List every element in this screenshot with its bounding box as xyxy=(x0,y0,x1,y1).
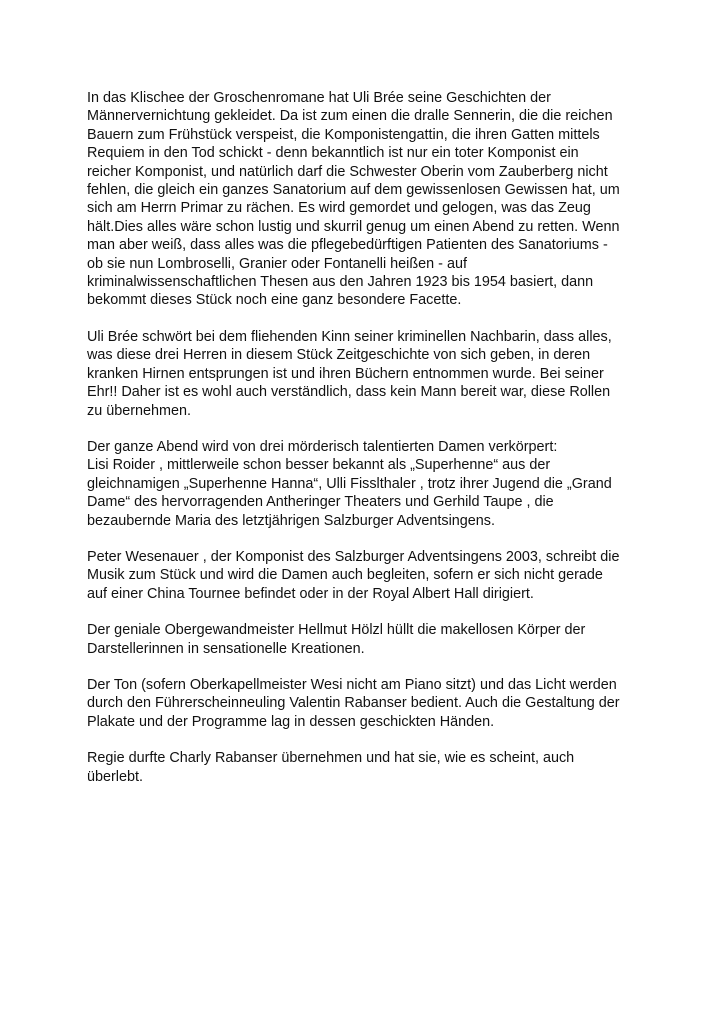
paragraph-cast xyxy=(87,438,647,530)
paragraph-author xyxy=(87,328,647,420)
text-line: auf einer China Tournee befindet oder in der Royal Albert Hall dirigiert. xyxy=(87,585,534,602)
paragraph-costumes xyxy=(87,621,647,658)
text-line: gleichnamigen „Superhenne Hanna“, Ulli Fisslthaler , trotz ihrer Jugend die „Grand xyxy=(87,475,612,492)
text-line: sich am Herrn Primar zu rächen. Es wird gemordet und gelogen, was das Zeug xyxy=(87,200,591,217)
text-line: Regie durfte Charly Rabanser übernehmen und hat sie, wie es scheint, auch xyxy=(87,750,575,767)
text-line: Plakate und der Programme lag in dessen geschickten Händen. xyxy=(87,713,495,730)
text-line: kranken Hirnen entsprungen ist und ihren Büchern entnommen wurde. Bei seiner xyxy=(87,365,604,382)
text-line: Lisi Roider , mittlerweile schon besser bekannt als „Superhenne“ aus der xyxy=(87,457,551,474)
paragraph-intro xyxy=(87,89,647,310)
text-line: Darstellerinnen in sensationelle Kreationen. xyxy=(87,640,365,657)
text-line: Bauern zum Frühstück verspeist, die Komponistengattin, die ihren Gatten mittels xyxy=(87,126,600,143)
paragraph-direction xyxy=(87,749,647,786)
text-line: reicher Komponist, und natürlich darf die Schwester Oberin vom Zauberberg nicht xyxy=(87,163,608,180)
paragraph-composer xyxy=(87,548,647,603)
text-line: man aber weiß, dass alles was die pflegebedürftigen Patienten des Sanatoriums - xyxy=(87,237,608,254)
text-line: Der geniale Obergewandmeister Hellmut Hölzl hüllt die makellosen Körper der xyxy=(87,622,586,639)
text-line: Ehr!! Daher ist es wohl auch verständlich, dass kein Mann bereit war, diese Rollen xyxy=(87,384,611,401)
text-line: bezaubernde Maria des letztjährigen Salzburger Adventsingens. xyxy=(87,512,495,529)
text-line: Dame“ des hervorragenden Antheringer Theaters und Gerhild Taupe , die xyxy=(87,494,554,511)
text-line: überlebt. xyxy=(87,768,144,785)
text-line: Der ganze Abend wird von drei mörderisch talentierten Damen verkörpert: xyxy=(87,438,558,455)
text-line: Peter Wesenauer , der Komponist des Salzburger Adventsingens 2003, schreibt die xyxy=(87,548,620,565)
text-line: In das Klischee der Groschenromane hat Uli Brée seine Geschichten der xyxy=(87,90,551,106)
document-page xyxy=(87,89,647,804)
text-line: kriminalwissenschaftlichen Thesen aus den Jahren 1923 bis 1954 basiert, dann xyxy=(87,274,594,291)
text-line: was diese drei Herren in diesem Stück Zeitgeschichte von sich geben, in deren xyxy=(87,347,591,364)
text-line: Uli Brée schwört bei dem fliehenden Kinn seiner kriminellen Nachbarin, dass alles, xyxy=(87,328,612,345)
text-line: durch den Führerscheinneuling Valentin Rabanser bedient. Auch die Gestaltung der xyxy=(87,695,620,712)
text-line: zu übernehmen. xyxy=(87,402,192,419)
paragraph-sound-light xyxy=(87,676,647,731)
text-line: fehlen, die gleich ein ganzes Sanatorium auf dem gewissenlosen Gewissen hat, um xyxy=(87,182,620,199)
text-line: Musik zum Stück und wird die Damen auch begleiten, sofern er sich nicht gerade xyxy=(87,567,603,584)
text-line: bekommt dieses Stück noch eine ganz besondere Facette. xyxy=(87,292,462,309)
text-line: Männervernichtung gekleidet. Da ist zum einen die dralle Sennerin, die die reichen xyxy=(87,108,613,125)
text-line: Der Ton (sofern Oberkapellmeister Wesi nicht am Piano sitzt) und das Licht werden xyxy=(87,676,617,693)
text-line: Requiem in den Tod schickt - denn bekanntlich ist nur ein toter Komponist ein xyxy=(87,145,579,162)
text-line: ob sie nun Lombroselli, Granier oder Fontanelli heißen - auf xyxy=(87,255,467,272)
text-line: hält.Dies alles wäre schon lustig und skurril genug um einen Abend zu retten. Wenn xyxy=(87,218,620,235)
